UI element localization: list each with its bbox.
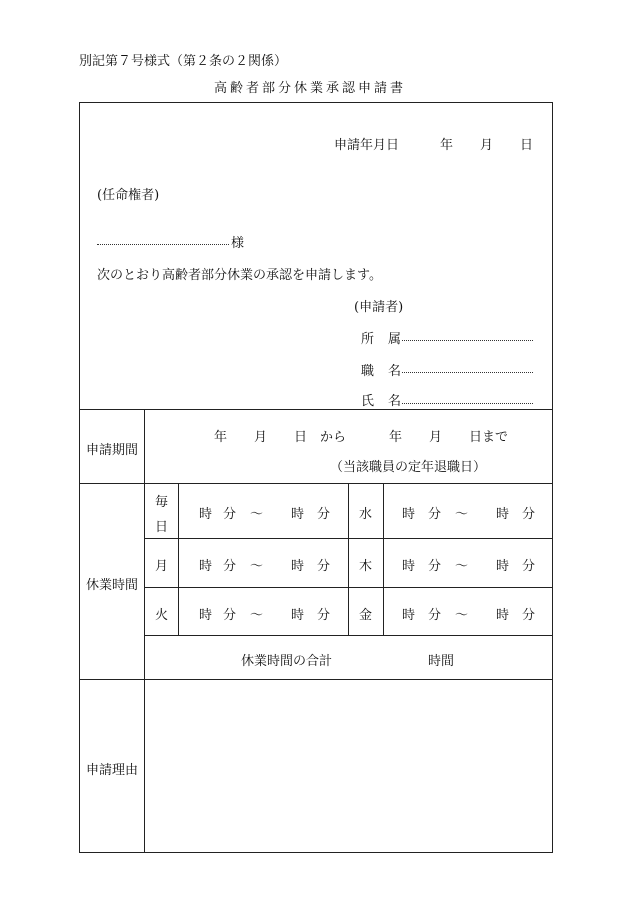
affiliation-line [402, 340, 533, 341]
end-hour-unit: 時 [496, 608, 510, 623]
start-hour-unit: 時 [402, 507, 416, 522]
period-label: 申請期間 [86, 443, 139, 458]
position-line [402, 372, 533, 373]
range-tilde: ～ [250, 559, 264, 574]
position-label-2: 名 [388, 364, 402, 379]
end-hour-unit: 時 [291, 507, 305, 522]
date-day-unit: 日 [520, 138, 534, 153]
start-hour-unit: 時 [199, 507, 213, 522]
start-minute-unit: 分 [428, 507, 442, 522]
end-hour-unit: 時 [496, 559, 510, 574]
period-until: 日まで [469, 430, 509, 445]
name-line [402, 403, 533, 404]
period-start-month-unit: 月 [254, 430, 268, 445]
addressee-line [97, 244, 229, 245]
reason-field[interactable] [145, 680, 552, 852]
affiliation-label-1: 所 [361, 332, 375, 347]
day-label-thu: 木 [359, 559, 373, 574]
application-date-label: 申請年月日 [334, 138, 400, 153]
total-hours-label: 休業時間の合計 [241, 654, 333, 669]
end-hour-unit: 時 [496, 507, 510, 522]
start-minute-unit: 分 [223, 559, 237, 574]
period-end-year-unit: 年 [389, 430, 403, 445]
total-hours-unit: 時間 [428, 654, 455, 669]
reason-label: 申請理由 [86, 763, 139, 778]
page-title: 高齢者部分休業承認申請書 [214, 81, 407, 96]
applicant-label: (申請者) [354, 300, 404, 315]
date-month-unit: 月 [480, 138, 494, 153]
period-start-year-unit: 年 [214, 430, 228, 445]
form-number: 別記第７号様式（第２条の２関係） [79, 54, 288, 69]
start-hour-unit: 時 [402, 608, 416, 623]
end-minute-unit: 分 [522, 507, 536, 522]
end-minute-unit: 分 [522, 608, 536, 623]
day-label-mon: 月 [155, 559, 169, 574]
every-day-label-1: 毎 [155, 495, 169, 510]
start-hour-unit: 時 [199, 559, 213, 574]
range-tilde: ～ [250, 507, 264, 522]
name-label-2: 名 [388, 394, 402, 409]
position-label-1: 職 [361, 364, 375, 379]
end-hour-unit: 時 [291, 608, 305, 623]
hours-label: 休業時間 [86, 578, 139, 593]
day-label-wed: 水 [359, 507, 373, 522]
honorific: 様 [231, 236, 245, 251]
day-label-fri: 金 [359, 608, 373, 623]
period-start-day-unit: 日 [294, 430, 308, 445]
request-text: 次のとおり高齢者部分休業の承認を申請します。 [97, 268, 382, 283]
end-hour-unit: 時 [291, 559, 305, 574]
name-label-1: 氏 [361, 394, 375, 409]
period-note: （当該職員の定年退職日） [330, 460, 487, 475]
end-minute-unit: 分 [317, 559, 331, 574]
period-from: から [320, 430, 347, 445]
every-day-label-2: 日 [155, 520, 169, 535]
day-label-tue: 火 [155, 608, 169, 623]
range-tilde: ～ [455, 608, 469, 623]
start-minute-unit: 分 [223, 507, 237, 522]
range-tilde: ～ [250, 608, 264, 623]
end-minute-unit: 分 [522, 559, 536, 574]
start-minute-unit: 分 [223, 608, 237, 623]
period-end-month-unit: 月 [429, 430, 443, 445]
range-tilde: ～ [455, 559, 469, 574]
affiliation-label-2: 属 [388, 332, 402, 347]
start-minute-unit: 分 [428, 608, 442, 623]
range-tilde: ～ [455, 507, 469, 522]
end-minute-unit: 分 [317, 608, 331, 623]
end-minute-unit: 分 [317, 507, 331, 522]
date-year-unit: 年 [440, 138, 454, 153]
appointer-label: (任命権者) [97, 188, 160, 203]
start-hour-unit: 時 [199, 608, 213, 623]
start-hour-unit: 時 [402, 559, 416, 574]
start-minute-unit: 分 [428, 559, 442, 574]
